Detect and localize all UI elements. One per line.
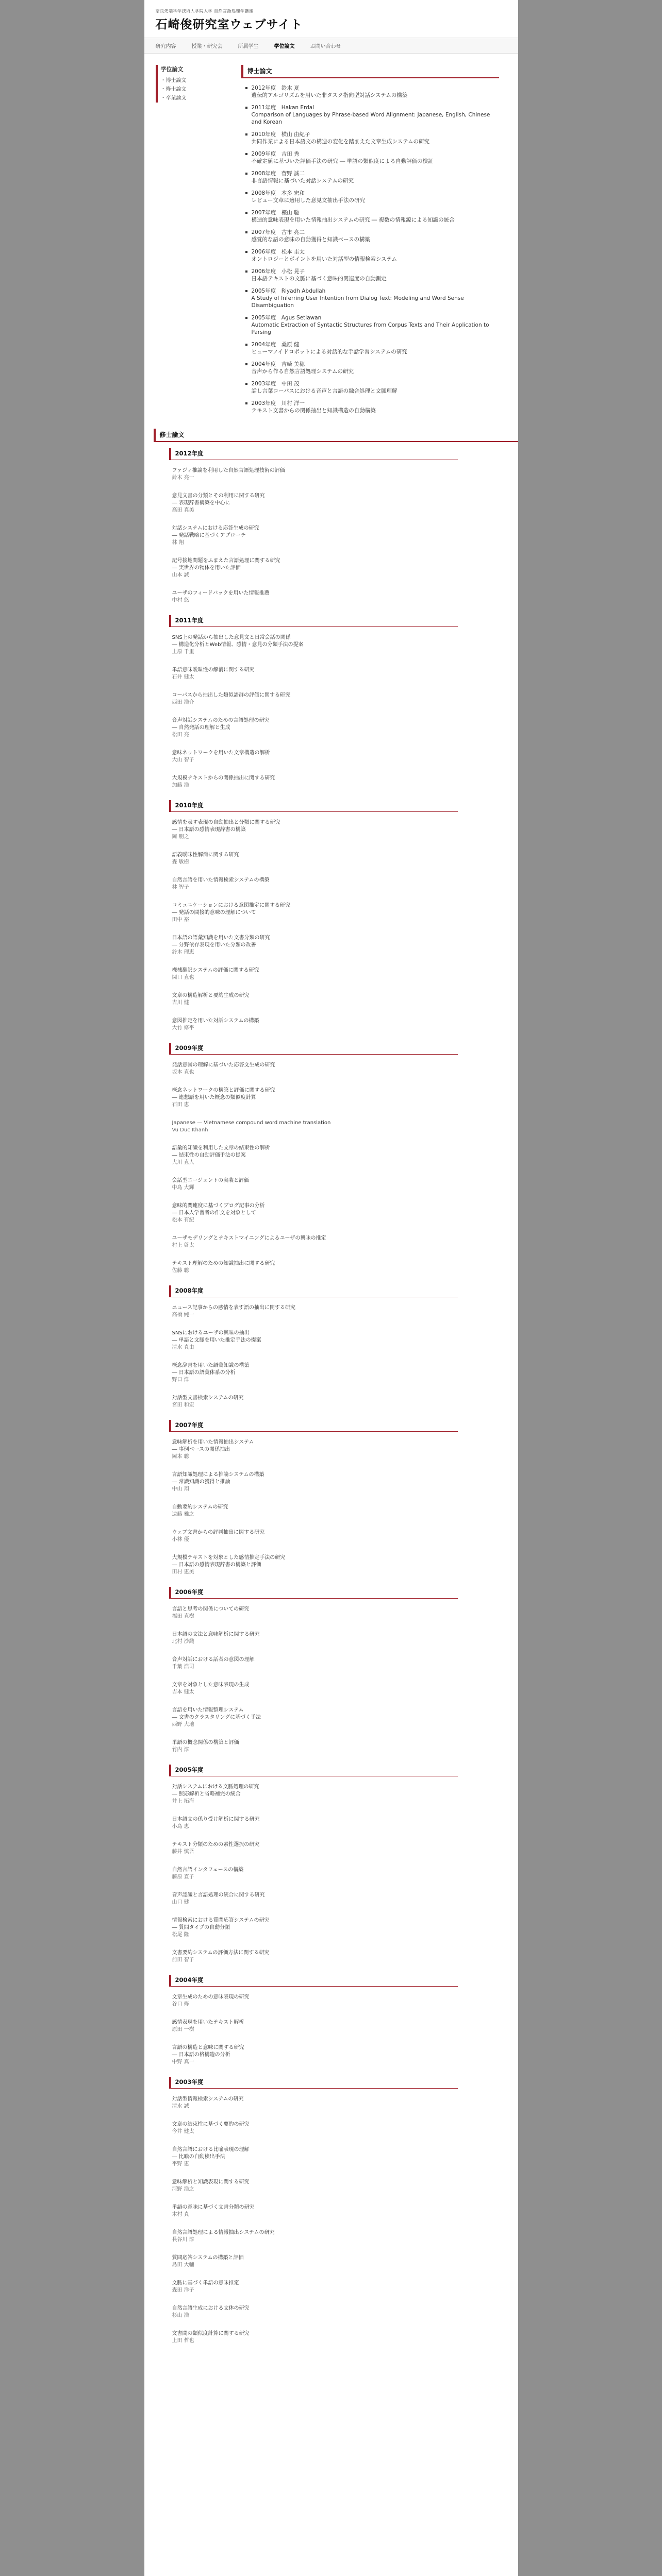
thesis-title[interactable]: 文脈に基づく単語の意味推定 [172,2280,239,2286]
thesis-author: 中村 悠 [172,598,189,603]
thesis-title[interactable]: 音声認識と言語処理の統合に関する研究 [172,1892,265,1898]
nav-link[interactable]: 学位論文 [274,44,295,49]
year-block [169,2077,499,2345]
thesis-author: 吉本 健太 [172,1689,194,1695]
thesis-item [172,1950,461,1964]
thesis-author: 大川 直人 [172,1160,194,1165]
thesis-item [172,1554,461,1576]
thesis-item [172,877,461,891]
thesis-title[interactable]: 自動要約システムの研究 [172,1504,228,1510]
thesis-title[interactable]: 言語を用いた情報整理システム ― 文書のクラスタリングに基づく手法 [172,1707,261,1720]
doctoral-item[interactable]: 2011年度 Hakan Erdal Comparison of Languages by Phrase-based Word Alignment: Japanese, English, Chinese and Korean [252,104,499,126]
thesis-title[interactable]: 日本語の文法と意味解析に関する研究 [172,1632,260,1637]
thesis-item [172,1395,461,1409]
thesis-author: 清水 誠 [172,2104,189,2109]
thesis-title[interactable]: 質問応答システムの構築と評価 [172,2255,244,2261]
doctoral-item[interactable]: 2008年度 本多 宏和 レビュー文章に適用した意見文抽出手法の研究 [252,190,499,204]
thesis-title[interactable]: 音声対話システムのための言語処理の研究 ― 自然発話の理解と生成 [172,718,270,731]
thesis-item [172,493,461,514]
thesis-item [172,1202,461,1224]
thesis-author: 鈴木 亮一 [172,475,194,481]
sidebar-list [161,76,241,103]
thesis-author: 井上 拓海 [172,1799,194,1804]
doctoral-heading: 博士論文 [241,65,499,78]
thesis-title[interactable]: 文章を対象とした意味表現の生成 [172,1682,250,1688]
thesis-item [172,2146,461,2168]
thesis-author: 中島 大輝 [172,1185,194,1191]
thesis-item [172,667,461,681]
doctoral-item[interactable]: 2006年度 松本 圭太 オントロジーとポイントを用いた対話型の情報検索システム [252,248,499,263]
thesis-title[interactable]: 言語知識処理による推論システムの構築 ― 常識知識の獲得と推論 [172,1472,264,1485]
thesis-item [172,467,461,482]
thesis-item [172,2019,461,2033]
thesis-title[interactable]: Japanese — Vietnamese compound word machine translation [172,1120,331,1126]
thesis-item [172,775,461,789]
thesis-title[interactable]: 意味的関連度に基づくブログ記事の分析 ― 日本人学習者の作文を対象として [172,1203,265,1216]
year-heading: 2003年度 [169,2077,458,2089]
nav-link[interactable]: 授業・研究会 [191,44,223,49]
thesis-title[interactable]: テキスト理解のための知識抽出に関する研究 [172,1261,275,1266]
thesis-author: 木村 真 [172,2212,189,2217]
thesis-author: 上田 哲也 [172,2338,194,2344]
thesis-title[interactable]: ファジィ推論を利用した自然言語処理技術の評価 [172,468,285,473]
year-block [169,615,499,789]
thesis-item [172,1087,461,1109]
thesis-item [172,1739,461,1754]
year-heading: 2011年度 [169,615,458,627]
thesis-title[interactable]: SNS上の発話から抽出した意見文と日常会話の関係 ― 構造化分析とWeb情報、感情・意見の分類手法の提案 [172,635,304,648]
doctoral-item[interactable]: 2008年度 菅野 誠二 非言語情報に基づいた対話システムの研究 [252,170,499,184]
thesis-title[interactable]: 感情を表す表現の自動抽出と分類に関する研究 ― 日本語の感情表現辞書の構築 [172,820,280,833]
thesis-item [172,1606,461,1620]
thesis-title[interactable]: 意味解析を用いた情報抽出システム ― 事例ベースの関係抽出 [172,1439,254,1452]
thesis-author: 村上 啓太 [172,1243,194,1248]
thesis-title[interactable]: 自然言語インタフェースの構築 [172,1867,244,1873]
year-block [169,1285,499,1409]
thesis-author: 中山 翔 [172,1486,189,1492]
thesis-author: 高田 真美 [172,507,194,513]
thesis-item [172,2280,461,2294]
thesis-item [172,1504,461,1518]
thesis-item [172,1994,461,2008]
thesis-author: 清水 真由 [172,1345,194,1350]
sidebar-item[interactable]: ・ 修士論文 [161,85,241,94]
thesis-item [172,750,461,764]
site-header [144,0,518,38]
thesis-item [172,1439,461,1461]
thesis-item [172,1304,461,1319]
year-heading: 2004年度 [169,1975,458,1987]
thesis-author: 小島 恵 [172,1824,189,1829]
doctoral-item[interactable]: 2003年度 川村 洋一 テキスト文書からの関係抽出と知識構造の自動構築 [252,400,499,414]
nav-link[interactable]: 研究内容 [155,44,176,49]
year-block [169,1587,499,1754]
thesis-title[interactable]: 対話型情報検索システムの研究 [172,2096,244,2102]
thesis-title[interactable]: 語彙的知識を利用した文章の結束性の解析 ― 結束性の自動評価手法の提案 [172,1145,270,1158]
thesis-item [172,1260,461,1275]
doctoral-item[interactable]: 2004年度 桑原 健 ヒューマノイドロボットによる対話的な手話学習システムの研究 [252,341,499,355]
year-block [169,1765,499,1964]
thesis-author: 千葉 浩司 [172,1664,194,1670]
nav-link[interactable]: 所属学生 [238,44,259,49]
masters-heading: 修士論文 [154,429,518,442]
year-heading: 2010年度 [169,800,458,812]
doctoral-item[interactable]: 2009年度 吉田 秀 不確定値に基づいた評価手法の研究 ― 単語の類似度による自動評価の検証 [252,150,499,165]
thesis-author: 山本 誠 [172,572,189,578]
thesis-item [172,2096,461,2110]
thesis-item [172,1062,461,1076]
thesis-author: 宮田 和宏 [172,1402,194,1408]
thesis-author: 藤原 直子 [172,1874,194,1880]
thesis-item [172,1656,461,1671]
thesis-author: 小林 優 [172,1537,189,1543]
year-block [169,1043,499,1275]
thesis-author: 吉川 健 [172,1000,189,1006]
doctoral-item[interactable]: 2012年度 鈴木 夏 遺伝的アルゴリズムを用いた非タスク指向型対話システムの構築 [252,84,499,99]
site-title[interactable]: 石崎俊研究室ウェブサイト [155,18,303,31]
thesis-item [172,1330,461,1351]
thesis-item [172,717,461,739]
thesis-author: Vu Duc Khanh [172,1127,208,1133]
year-heading: 2008年度 [169,1285,458,1297]
doctoral-list [241,84,499,414]
thesis-item [172,557,461,579]
year-block [169,1420,499,1576]
thesis-item [172,1120,461,1134]
thesis-item [172,1362,461,1384]
thesis-item [172,590,461,604]
thesis-author: 森 敏樹 [172,859,189,865]
thesis-title[interactable]: ユーザのフィードバックを用いた情報推薦 [172,590,270,596]
thesis-item [172,819,461,841]
year-heading: 2007年度 [169,1420,458,1432]
thesis-title[interactable]: 対話システムにおける文脈処理の研究 ― 照応解析と省略補完の統合 [172,1784,259,1797]
thesis-item [172,1816,461,1831]
thesis-item [172,1867,461,1881]
thesis-title[interactable]: 自然言語における比喩表現の理解 ― 比喩の自動検出手法 [172,2147,250,2160]
thesis-item [172,1145,461,1166]
thesis-title[interactable]: 情報検索における質問応答システムの研究 ― 質問タイプの自動分類 [172,1918,270,1930]
thesis-author: 西野 大地 [172,1722,194,1727]
thesis-title[interactable]: 意味解析と知識表現に関する研究 [172,2179,250,2185]
thesis-author: 森田 洋子 [172,2287,194,2293]
thesis-item [172,525,461,547]
thesis-item [172,1682,461,1696]
thesis-item [172,935,461,956]
thesis-author: 今井 健太 [172,2129,194,2134]
thesis-title[interactable]: 自然言語生成における文体の研究 [172,2306,250,2311]
thesis-author: 田中 裕 [172,917,189,923]
thesis-title[interactable]: 文章の結束性に基づく要約の研究 [172,2122,250,2127]
thesis-author: 岡本 聡 [172,1454,189,1460]
thesis-author: 松田 亮 [172,732,189,738]
thesis-item [172,2121,461,2136]
thesis-author: 関口 直也 [172,975,194,980]
thesis-item [172,1707,461,1728]
thesis-title[interactable]: 日本語の語彙知識を用いた文書分類の研究 ― 分野依存表現を用いた分類の改善 [172,935,270,948]
year-block [169,800,499,1032]
thesis-title[interactable]: 文章の構造解析と要約生成の研究 [172,993,250,998]
thesis-item [172,2204,461,2218]
thesis-title[interactable]: 単語意味曖昧性の解消に関する研究 [172,667,255,673]
thesis-title[interactable]: 概念ネットワークの構築と評価に関する研究 ― 連想語を用いた概念の類似度計算 [172,1088,275,1100]
thesis-author: 島田 大輔 [172,2262,194,2268]
thesis-author: 平野 恵 [172,2161,189,2167]
thesis-author: 岡 朋之 [172,834,189,840]
thesis-title[interactable]: 意図推定を用いた対話システムの構築 [172,1018,259,1024]
page [144,0,518,2576]
thesis-author: 山口 健 [172,1900,189,1905]
thesis-item [172,2229,461,2244]
doctoral-item[interactable]: 2003年度 中田 茂 話し言葉コーパスにおける音声と言語の融合処理と文脈理解 [252,380,499,395]
thesis-title[interactable]: 自然言語を用いた情報検索システムの構築 [172,877,270,883]
thesis-author: 大山 智子 [172,757,194,763]
thesis-item [172,2044,461,2066]
nav-link[interactable]: お問い合わせ [310,44,341,49]
year-block [169,448,499,604]
doctoral-item[interactable]: 2007年度 樫山 聡 構造的意味表現を用いた情報抽出システムの研究 ― 複数の情報源による知識の統合 [252,209,499,224]
thesis-author: 林 翔 [172,540,184,546]
thesis-item [172,1631,461,1646]
thesis-author: 遠藤 雅之 [172,1512,194,1517]
thesis-title[interactable]: 日本語文の係り受け解析に関する研究 [172,1817,260,1822]
thesis-author: 松尾 隆 [172,1932,189,1938]
thesis-author: 石田 恵 [172,1102,189,1108]
thesis-author: 松本 有紀 [172,1217,194,1223]
thesis-title[interactable]: 意味ネットワークを用いた文章構造の解析 [172,750,270,756]
thesis-item [172,1018,461,1032]
thesis-title[interactable]: 語義曖昧性解消に関する研究 [172,852,239,858]
thesis-title[interactable]: 文章生成のための意味表現の研究 [172,1994,250,2000]
thesis-title[interactable]: 対話型文書検索システムの研究 [172,1395,244,1401]
thesis-author: 高橋 純一 [172,1312,194,1318]
thesis-title[interactable]: 言語の構造と意味に関する研究 ― 日本語の格構造の分析 [172,2045,244,2058]
thesis-item [172,1471,461,1493]
thesis-title[interactable]: 概念辞書を用いた語彙知識の構築 ― 日本語の語彙体系の分析 [172,1363,250,1376]
year-block [169,1975,499,2066]
thesis-title[interactable]: 文書間の類似度計算に関する研究 [172,2331,250,2336]
thesis-title[interactable]: 発話意図の理解に基づいた応答文生成の研究 [172,1062,275,1068]
thesis-item [172,1841,461,1856]
thesis-item [172,2330,461,2345]
thesis-title[interactable]: 音声対話における話者の意図の理解 [172,1657,255,1663]
year-heading: 2006年度 [169,1587,458,1599]
thesis-title[interactable]: SNSにおけるユーザの興味の抽出 ― 単語と文脈を用いた推定手法の提案 [172,1330,261,1343]
thesis-item [172,2255,461,2269]
doctoral-item[interactable]: 2007年度 古市 亮二 感覚的な語の意味の自動獲得と知識ベースの構築 [252,229,499,243]
thesis-author: 前田 智子 [172,1957,194,1963]
thesis-author: 鈴木 理恵 [172,950,194,955]
thesis-author: 石井 健太 [172,674,194,680]
masters-section [154,429,499,2345]
thesis-author: 加藤 浩 [172,783,189,788]
doctoral-item[interactable]: 2006年度 小松 晃子 日本語テキストの文脈に基づく意味的関連度の自動測定 [252,268,499,282]
thesis-item [172,852,461,866]
thesis-title[interactable]: 記号接地問題をふまえた言語処理に関する研究 ― 実世界の物体を用いた評価 [172,558,280,571]
site-subtitle: 奈良先端科学技術大学院大学 自然言語処理学講座 [155,9,254,13]
doctoral-item[interactable]: 2005年度 Agus Setiawan Automatic Extraction of Syntactic Structures from Corpus Texts and Their Application to Parsing [252,314,499,336]
thesis-title[interactable]: 意見文書の分類とその利用に関する研究 ― 表現辞書構築を中心に [172,493,265,506]
thesis-title[interactable]: 対話システムにおける応答生成の研究 ― 発話戦略に基づくアプローチ [172,526,259,538]
thesis-author: 河野 浩之 [172,2187,194,2192]
thesis-title[interactable]: ウェブ文書からの評判抽出に関する研究 [172,1530,265,1535]
thesis-author: 杉山 浩 [172,2313,189,2318]
thesis-item [172,1784,461,1805]
thesis-author: 福田 直樹 [172,1614,194,1619]
thesis-title[interactable]: 機械翻訳システムの評価に関する研究 [172,968,259,973]
thesis-item [172,992,461,1007]
thesis-item [172,692,461,706]
thesis-author: 林 智子 [172,885,189,890]
doctoral-item[interactable]: 2010年度 横山 由紀子 共同作業による日本語文の構造の変化を踏まえた文章生成システムの研究 [252,131,499,145]
thesis-author: 坂本 直也 [172,1070,194,1075]
thesis-item [172,1529,461,1544]
thesis-title[interactable]: テキスト分類のための素性選択の研究 [172,1842,260,1848]
thesis-author: 竹内 淳 [172,1747,189,1753]
doctoral-item[interactable]: 2004年度 吉崎 美穂 音声から作る自然言語処理システムの研究 [252,361,499,375]
thesis-item [172,2305,461,2319]
thesis-author: 上原 千里 [172,649,194,655]
global-nav [144,38,518,54]
year-heading: 2009年度 [169,1043,458,1055]
thesis-author: 西田 浩介 [172,700,194,705]
thesis-item [172,1177,461,1192]
thesis-author: 佐藤 聡 [172,1268,189,1274]
thesis-title[interactable]: ユーザモデリングとテキストマイニングによるユーザの興味の推定 [172,1235,326,1241]
thesis-title[interactable]: 会話型エージェントの実装と評価 [172,1178,250,1183]
thesis-author: 原田 一樹 [172,2027,194,2032]
thesis-author: 田村 恵美 [172,1569,194,1575]
thesis-title[interactable]: コーパスから抽出した類似語群の評価に関する研究 [172,692,290,698]
thesis-author: 長谷川 淳 [172,2237,194,2243]
thesis-author: 藤井 慎吾 [172,1849,194,1855]
thesis-title[interactable]: 大規模テキストを対象とした感情推定手法の研究 ― 日本語の感情表現辞書の構築と評価 [172,1555,286,1568]
thesis-author: 中野 真一 [172,2059,194,2065]
thesis-author: 大竹 修平 [172,1025,194,1031]
thesis-item [172,1892,461,1906]
thesis-item [172,1917,461,1939]
thesis-title[interactable]: 文書要約システムの評価方法に関する研究 [172,1950,270,1956]
thesis-item [172,902,461,924]
thesis-item [172,1235,461,1249]
thesis-title[interactable]: コミュニケーションにおける意図推定に関する研究 ― 発話の間接的意味の理解について [172,903,290,916]
doctoral-item[interactable]: 2005年度 Riyadh Abdullah A Study of Inferring User Intention from Dialog Text: Modeling and Word Sense Disambiguation [252,287,499,309]
thesis-title[interactable]: 言語と思考の関係についての研究 [172,1606,250,1612]
thesis-title[interactable]: 大規模テキストからの関係抽出に関する研究 [172,775,275,781]
thesis-title[interactable]: 単語の概念関係の構築と評価 [172,1740,239,1745]
thesis-author: 野口 洋 [172,1377,189,1383]
thesis-title[interactable]: 単語の意味に基づく文書分類の研究 [172,2205,255,2210]
thesis-author: 谷口 修 [172,2002,189,2007]
thesis-item [172,967,461,981]
thesis-title[interactable]: ニュース記事からの感情を表す語の抽出に関する研究 [172,1305,295,1311]
thesis-item [172,634,461,656]
thesis-item [172,2179,461,2193]
thesis-author: 北村 沙織 [172,1639,194,1645]
thesis-title[interactable]: 自然言語処理による情報抽出システムの研究 [172,2230,275,2235]
year-heading: 2012年度 [169,448,458,460]
sidebar-item[interactable]: ・ 卒業論文 [161,94,241,103]
thesis-title[interactable]: 感情表現を用いたテキスト解析 [172,2020,244,2025]
year-heading: 2005年度 [169,1765,458,1776]
sidebar-item[interactable]: ・ 博士論文 [161,76,241,85]
sidebar-title: 学位論文 [160,66,184,73]
